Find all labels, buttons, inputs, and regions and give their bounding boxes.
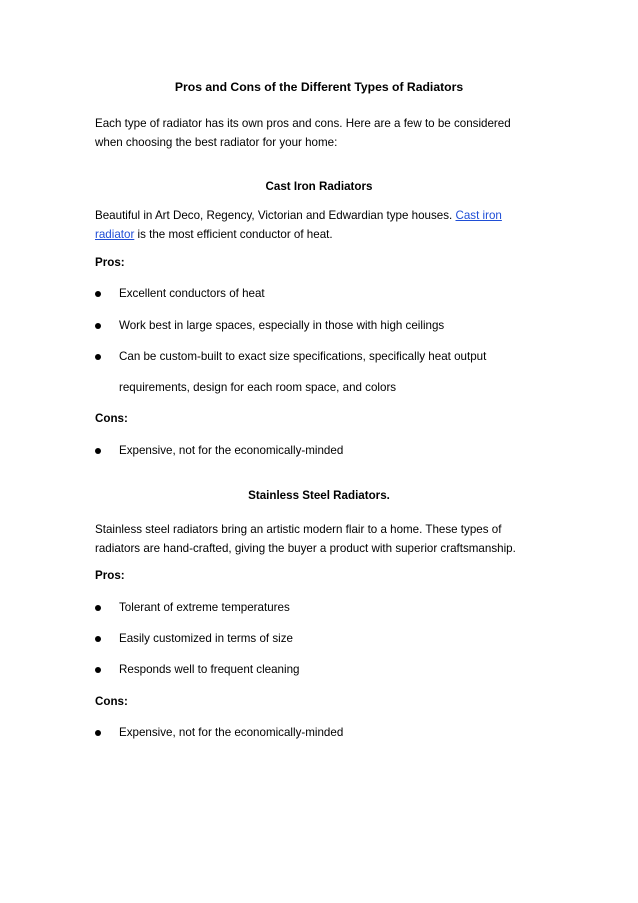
cast-iron-desc-text-1: Beautiful in Art Deco, Regency, Victorian and Edwardian type houses. bbox=[95, 209, 456, 222]
bullet-icon bbox=[95, 291, 101, 297]
cast-iron-description bbox=[95, 206, 535, 244]
bullet-icon bbox=[95, 636, 101, 642]
list-item-text: Expensive, not for the economically-minded bbox=[119, 444, 344, 457]
list-item-text: Can be custom-built to exact size specifications, specifically heat output bbox=[119, 350, 487, 363]
cast-iron-radiator-link[interactable]: Cast iron bbox=[455, 209, 502, 222]
bullet-icon bbox=[95, 730, 101, 736]
stainless-desc-line-1: Stainless steel radiators bring an artistic modern flair to a home. These types of bbox=[95, 523, 502, 536]
stainless-pros-label: Pros: bbox=[95, 569, 125, 582]
cast-iron-desc-text-2: is the most efficient conductor of heat. bbox=[134, 228, 333, 241]
cast-iron-desc-line-2 bbox=[95, 225, 535, 244]
stainless-steel-description bbox=[95, 520, 535, 558]
list-item-text: Easily customized in terms of size bbox=[119, 632, 293, 645]
list-item-text: Responds well to frequent cleaning bbox=[119, 663, 300, 676]
bullet-icon bbox=[95, 354, 101, 360]
cast-iron-pros-label: Pros: bbox=[95, 256, 125, 269]
stainless-steel-heading: Stainless Steel Radiators. bbox=[248, 489, 390, 502]
list-item-text: Expensive, not for the economically-minded bbox=[119, 726, 344, 739]
stainless-cons-label: Cons: bbox=[95, 695, 128, 708]
bullet-icon bbox=[95, 448, 101, 454]
cast-iron-cons-label: Cons: bbox=[95, 412, 128, 425]
page-title: Pros and Cons of the Different Types of Radiators bbox=[174, 80, 464, 94]
cast-iron-radiator-link-cont[interactable]: radiator bbox=[95, 228, 135, 241]
list-item-text: Tolerant of extreme temperatures bbox=[119, 601, 290, 614]
list-item-text: Work best in large spaces, especially in those with high ceilings bbox=[119, 319, 445, 332]
list-item-text-continuation: requirements, design for each room space, and colors bbox=[119, 381, 397, 394]
bullet-icon bbox=[95, 667, 101, 673]
intro-paragraph bbox=[95, 114, 535, 152]
stainless-desc-line-2: radiators are hand-crafted, giving the buyer a product with superior craftsmanship. bbox=[95, 542, 516, 555]
list-item-text: Excellent conductors of heat bbox=[119, 287, 265, 300]
bullet-icon bbox=[95, 605, 101, 611]
cast-iron-heading: Cast Iron Radiators bbox=[265, 180, 373, 193]
intro-line-2: when choosing the best radiator for your home: bbox=[95, 136, 338, 149]
cast-iron-desc-line-1 bbox=[95, 206, 535, 225]
intro-line-1: Each type of radiator has its own pros and cons. Here are a few to be considered bbox=[95, 117, 511, 130]
bullet-icon bbox=[95, 323, 101, 329]
